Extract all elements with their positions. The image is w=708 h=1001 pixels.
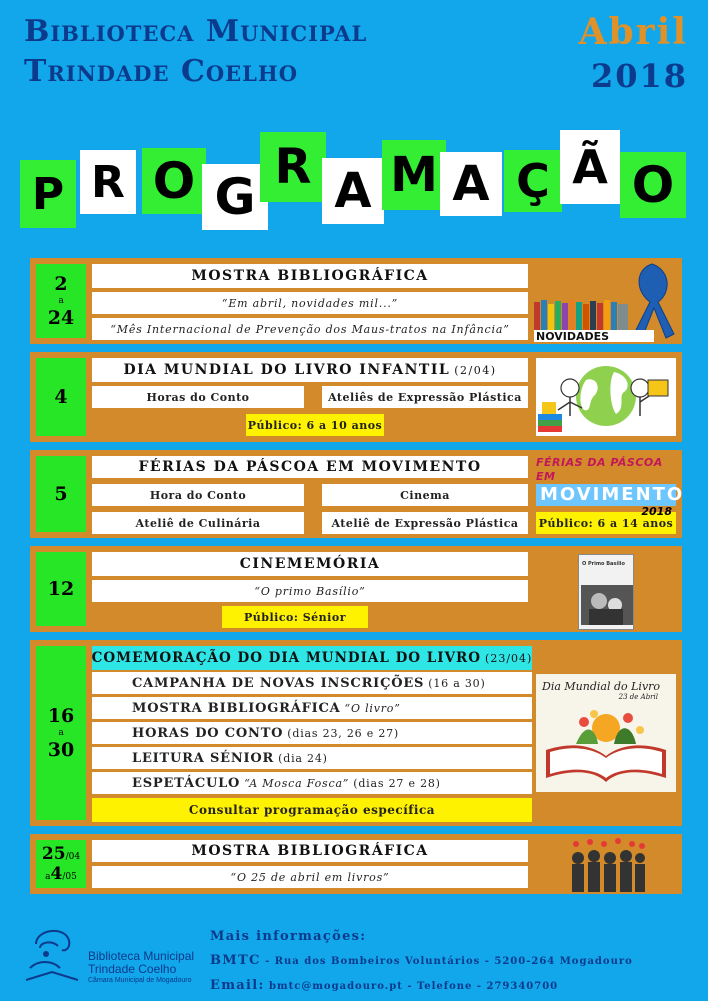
film-poster-image	[578, 554, 634, 630]
date-day: 4	[54, 386, 68, 408]
banner-letter: A	[440, 152, 502, 216]
banner-letter: P	[20, 160, 76, 228]
event-block-dia-mundial-livro	[30, 640, 682, 826]
date-end	[45, 864, 77, 884]
event-subtitle: “Em abril, novidades mil...”	[92, 292, 528, 314]
event-block-dia-livro-infantil	[30, 352, 682, 442]
program-item-label: LEITURA SÉNIOR	[132, 750, 275, 766]
activity-box: Horas do Conto	[92, 386, 304, 408]
program-item	[92, 672, 532, 694]
illustration-date: 23 de Abril	[618, 693, 658, 701]
event-title	[92, 358, 528, 382]
date-start: 2	[54, 273, 68, 295]
event-title-text: DIA MUNDIAL DO LIVRO INFANTIL	[123, 362, 451, 378]
event-title: MOSTRA BIBLIOGRÁFICA	[92, 840, 528, 862]
year-label: 2018	[590, 57, 688, 95]
program-item-note: (dias 23, 26 e 27)	[287, 726, 400, 740]
month-label: Abril	[578, 11, 688, 53]
event-title-note: (23/04)	[485, 651, 533, 665]
event-block-ferias-pascoa	[30, 450, 685, 538]
library-logo-icon	[22, 924, 84, 986]
library-logo	[22, 924, 202, 994]
date-sep: a	[58, 296, 64, 306]
footer-contact	[210, 974, 633, 999]
date-sep: a	[45, 872, 51, 882]
ferias-pascoa-logo	[536, 456, 685, 518]
address-text: - Rua dos Bombeiros Voluntários - 5200-264 Mogadouro	[260, 956, 633, 967]
logo-line3: Câmara Municipal de Mogadouro	[88, 977, 192, 984]
logo-line2: Trindade Coelho	[88, 962, 177, 976]
program-item	[92, 772, 532, 794]
date-sep: a	[58, 728, 64, 738]
program-item	[92, 722, 532, 744]
activity-box: Ateliês de Expressão Plástica	[322, 386, 528, 408]
event-title	[92, 646, 532, 670]
banner-letter: O	[142, 148, 206, 214]
date-end: 30	[47, 739, 75, 761]
event-block-cinememoria	[30, 546, 682, 632]
date-start-day: 25	[41, 844, 66, 864]
date-end: 24	[47, 307, 75, 329]
email-label: Email:	[210, 978, 265, 993]
event-date	[36, 456, 86, 532]
event-block-mostra-bibliografica	[30, 258, 682, 344]
footer-info	[210, 925, 633, 999]
program-item-label: MOSTRA BIBLIOGRÁFICA	[132, 700, 341, 716]
date-start-month: /04	[65, 852, 81, 862]
date-start: 16	[47, 705, 75, 727]
date-start	[42, 844, 80, 864]
event-date	[36, 646, 86, 820]
banner-letter: R	[260, 132, 326, 202]
library-name-line1: Biblioteca Municipal	[24, 14, 368, 49]
event-block-25-abril	[30, 834, 682, 894]
month-year	[579, 10, 688, 98]
logo-line1: Biblioteca Municipal	[88, 949, 195, 963]
activity-box: Ateliê de Culinária	[92, 512, 304, 534]
event-date	[36, 264, 86, 338]
program-item	[92, 747, 532, 769]
event-title: FÉRIAS DA PÁSCOA EM MOVIMENTO	[92, 456, 528, 478]
event-date	[36, 552, 86, 626]
date-end-day: 4	[50, 864, 63, 884]
program-item-italic: “O livro”	[344, 701, 401, 715]
more-info-banner: Consultar programação específica	[92, 798, 532, 822]
event-title: MOSTRA BIBLIOGRÁFICA	[92, 264, 528, 288]
banner-letter: R	[80, 150, 136, 214]
audience-badge: Público: 6 a 10 anos	[246, 414, 384, 436]
event-date	[36, 358, 86, 436]
novidades-label: NOVIDADES	[536, 330, 610, 343]
program-item-note: (dias 27 e 28)	[353, 776, 441, 790]
event-subtitle: “O primo Basílio”	[92, 580, 528, 602]
banner-letter: M	[382, 140, 446, 210]
program-item-label: HORAS DO CONTO	[132, 725, 284, 741]
illustration-title: Dia Mundial do Livro	[542, 680, 661, 693]
banner-letter: Ã	[560, 130, 620, 204]
carnation-revolution-illustration	[566, 836, 646, 892]
event-subtitle: “O 25 de abril em livros”	[92, 866, 528, 888]
books-ribbon-illustration	[534, 262, 678, 342]
logo-text-line2: MOVIMENTO	[536, 484, 676, 506]
banner-letter: O	[620, 152, 686, 218]
program-item-label: CAMPANHA DE NOVAS INSCRIÇÕES	[132, 675, 425, 691]
program-item	[92, 697, 532, 719]
footer-info-title: Mais informações:	[210, 929, 367, 944]
book-day-illustration	[536, 674, 676, 792]
activity-box: Ateliê de Expressão Plástica	[322, 512, 528, 534]
email-text: bmtc@mogadouro.pt - Telefone - 279340700	[264, 981, 559, 992]
event-subtitle: “Mês Internacional de Prevenção dos Maus-tratos na Infância”	[92, 318, 528, 340]
audience-badge: Público: 6 a 14 anos	[536, 512, 676, 534]
logo-text-line3: 2018	[641, 505, 672, 518]
date-day: 5	[54, 483, 68, 505]
event-date	[36, 840, 86, 888]
library-name-line2: Trindade Coelho	[24, 54, 299, 89]
program-item-note: (16 a 30)	[428, 676, 486, 690]
banner-letter: Ç	[504, 150, 562, 212]
program-item-label: ESPETÁCULO	[132, 775, 241, 791]
poster-title: O Primo Basílio	[582, 561, 625, 567]
audience-badge: Público: Sénior	[222, 606, 368, 628]
logo-text-line1: FÉRIAS DA PÁSCOA EM	[536, 456, 663, 483]
event-title-text: COMEMORAÇÃO DO DIA MUNDIAL DO LIVRO	[91, 650, 482, 666]
address-label: BMTC	[210, 953, 261, 968]
children-globe-illustration	[536, 358, 676, 436]
program-item-italic: “A Mosca Fosca”	[244, 776, 350, 790]
activity-box: Hora do Conto	[92, 484, 304, 506]
date-end-month: /05	[62, 872, 77, 882]
event-title-note: (2/04)	[454, 363, 497, 377]
library-name	[24, 12, 367, 92]
activity-box: Cinema	[322, 484, 528, 506]
date-day: 12	[47, 578, 75, 600]
event-title: CINEMEMÓRIA	[92, 552, 528, 576]
program-item-note: (dia 24)	[278, 751, 328, 765]
banner-letter: G	[202, 164, 268, 230]
banner-letter: A	[322, 158, 384, 224]
footer-address	[210, 949, 633, 974]
programacao-banner	[20, 130, 690, 240]
